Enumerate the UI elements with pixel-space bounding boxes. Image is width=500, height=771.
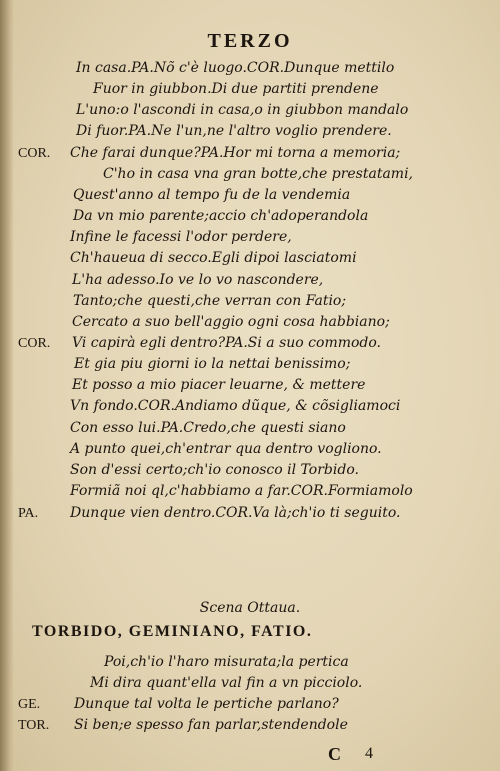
verse-text: Infine le facessi l'odor perdere,	[70, 229, 292, 245]
verse-text: Cercato a suo bell'aggio ogni cosa habbiano;	[72, 314, 390, 330]
verse-text: Tanto;che questi,che verran con Fatio;	[73, 293, 347, 309]
running-header: TERZO	[207, 30, 293, 52]
verse-text: C'ho in casa vna gran botte,che prestatami,	[103, 166, 414, 182]
verse-text: Et gia piu giorni io la nettai benissimo;	[74, 356, 351, 372]
verse-text: Che farai dunque?PA.Hor mi torna a memoria;	[70, 145, 401, 161]
verse-line	[0, 418, 500, 439]
verse-text: L'uno:o l'ascondi in casa,o in giubbon mandalo	[76, 102, 409, 118]
verse-text: Vn fondo.COR.Andiamo dũque, & cõsigliamoci	[70, 398, 401, 414]
verse-line	[0, 270, 500, 291]
verse-text: In casa.PA.Nõ c'è luogo.COR.Dunque mettilo	[76, 60, 395, 76]
scene8-line	[0, 694, 500, 715]
scene8-line	[0, 652, 500, 673]
speaker-tag: PA.	[18, 506, 39, 521]
verse-text: Dunque tal volta le pertiche parlano?	[74, 696, 339, 712]
verse-text: Di fuor.PA.Ne l'un,ne l'altro voglio prendere.	[76, 123, 392, 139]
scene8-line	[0, 715, 500, 736]
verse-text: Quest'anno al tempo fu de la vendemia	[73, 187, 351, 203]
verse-line	[0, 248, 500, 269]
speaker-tag: GE.	[18, 697, 41, 712]
scene8-line	[0, 673, 500, 694]
verse-line	[0, 227, 500, 248]
verse-text: Fuor in giubbon.Di due partiti prendene	[93, 81, 379, 97]
verse-line	[0, 375, 500, 396]
verse-line	[0, 354, 500, 375]
verse-line	[0, 185, 500, 206]
verse-text: Si ben;e spesso fan parlar,stendendole	[74, 717, 348, 733]
speaker-tag: COR.	[18, 336, 51, 351]
verse-text: Dunque vien dentro.COR.Va là;ch'io ti seguito.	[70, 505, 401, 521]
verse-text: Poi,ch'io l'haro misurata;la pertica	[104, 654, 349, 670]
verse-text: Mi dira quant'ella val fin a vn picciolo.	[90, 675, 363, 691]
verse-text: A punto quei,ch'entrar qua dentro vogliono.	[70, 441, 382, 457]
signature-mark: C	[328, 744, 341, 764]
verse-text: Ch'haueua di secco.Egli dipoi lasciatomi	[70, 250, 357, 266]
verse-line	[0, 396, 500, 417]
page-number: 4	[365, 745, 373, 762]
verse-line	[0, 333, 500, 354]
verse-text: Con esso lui.PA.Credo,che questi siano	[70, 420, 346, 436]
verse-line	[0, 312, 500, 333]
verse-line	[0, 143, 500, 164]
verse-line	[0, 460, 500, 481]
verse-line	[0, 206, 500, 227]
verse-line	[0, 79, 500, 100]
verse-text: Son d'essi certo;ch'io conosco il Torbido.	[70, 462, 359, 478]
verse-line	[0, 58, 500, 79]
speaker-tag: TOR.	[18, 718, 50, 733]
verse-text: Formiã noi ql,c'habbiamo a far.COR.Formiamolo	[70, 483, 413, 499]
verse-text: Et posso a mio piacer leuarne, & mettere	[72, 377, 366, 393]
verse-line	[0, 121, 500, 142]
speaker-tag: COR.	[18, 146, 51, 161]
character-list: TORBIDO, GEMINIANO, FATIO.	[32, 623, 313, 640]
verse-line	[0, 291, 500, 312]
verse-line	[0, 100, 500, 121]
verse-text: L'ha adesso.Io ve lo vo nascondere,	[72, 272, 324, 288]
verse-line	[0, 164, 500, 185]
verse-line	[0, 481, 500, 502]
verse-line	[0, 439, 500, 460]
verse-line	[0, 503, 500, 524]
scene-title: Scena Ottaua.	[199, 600, 301, 616]
verse-text: Da vn mio parente;accio ch'adoperandola	[73, 208, 369, 224]
verse-text: Vi capirà egli dentro?PA.Si a suo commodo.	[72, 335, 382, 351]
